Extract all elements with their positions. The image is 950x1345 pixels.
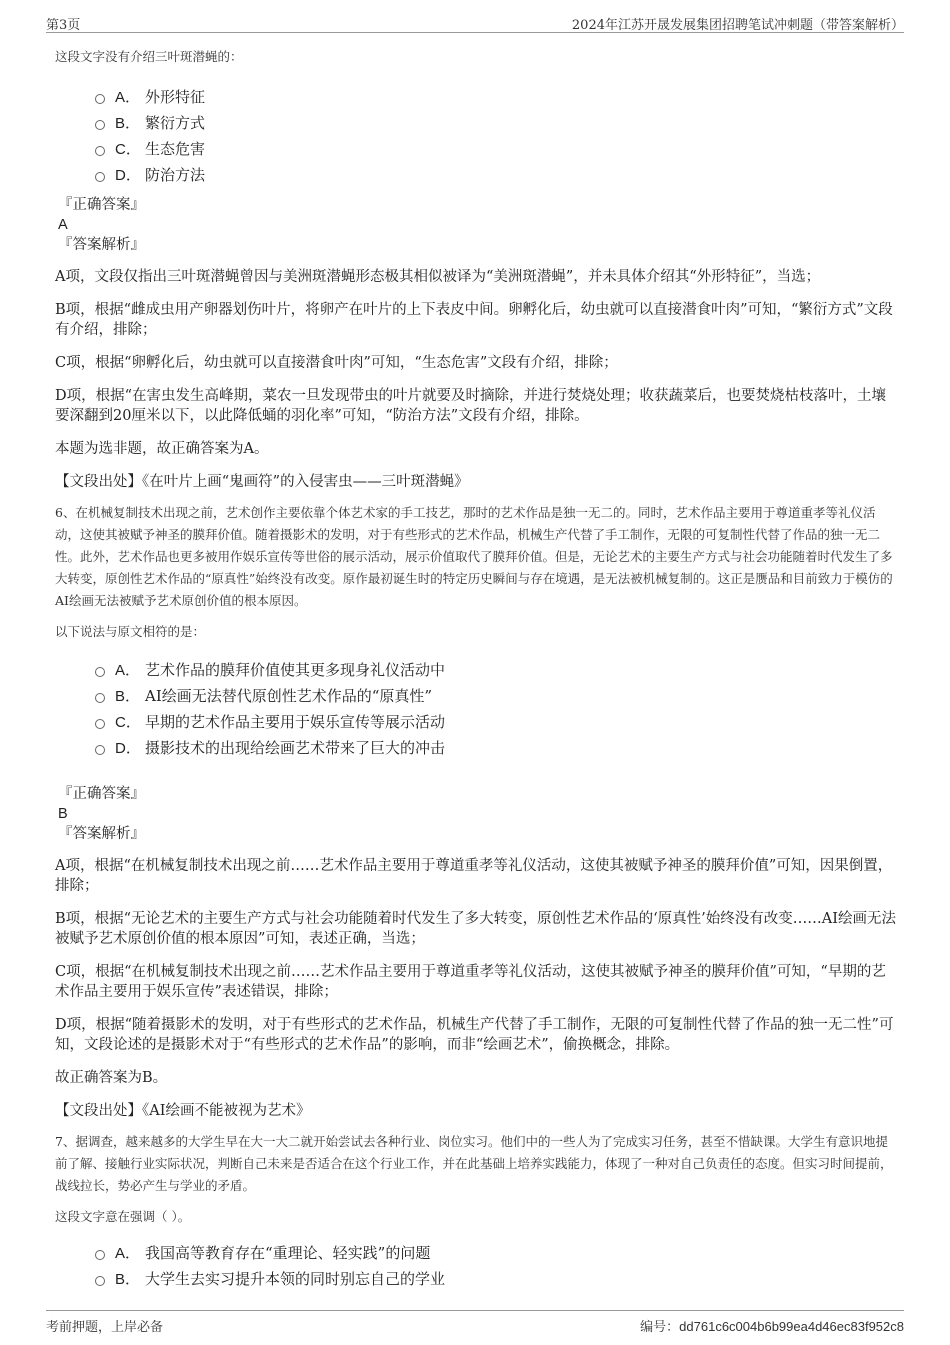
- analysis-paragraph: B项，根据“雌成虫用产卵器划伤叶片，将卵产在叶片的上下表皮中间。卵孵化后，幼虫就可以直接潜食叶肉”可知，“繁衍方式”文段有介绍，排除；: [55, 302, 893, 338]
- radio-button-icon[interactable]: [95, 745, 105, 755]
- q7-options: [95, 1239, 900, 1291]
- q7-prompt: 这段文字意在强调（ ）。: [55, 1209, 191, 1224]
- analysis-paragraph: B项，根据“无论艺术的主要生产方式与社会功能随着时代发生了多大转变，原创性艺术作品的‘原真性’始终没有改变……AI绘画无法被赋予艺术原创价值的根本原因”可知，表述正确，当选；: [55, 911, 896, 947]
- q6-prompt: 以下说法与原文相符的是：: [55, 624, 206, 639]
- radio-button-icon[interactable]: [95, 719, 105, 729]
- q5-option-b[interactable]: B． 繁衍方式: [95, 109, 900, 135]
- page-content: [55, 44, 900, 1291]
- analysis-paragraph: C项，根据“在机械复制技术出现之前……艺术作品主要用于尊道重孝等礼仪活动，这使其被赋予神圣的膜拜价值”可知，“早期的艺术作品主要用于娱乐宣传”表述错误，排除；: [55, 964, 886, 1000]
- analysis-label: 『答案解析』: [58, 237, 145, 253]
- answer-value: B: [58, 806, 68, 822]
- answer-label: 『正确答案』: [58, 197, 145, 213]
- q7-passage: 7、据调查，越来越多的大学生早在大一大二就开始尝试去各种行业、岗位实习。他们中的一些人为了完成实习任务，甚至不惜缺课。大学生有意识地提前了解、接触行业实际状况，判断自己未来是否适合在这个行业工作，并在此基础上培养实践能力，体现了一种对自己负责任的态度。但实习时间提前，战线拉长，势必产生与学业的矛盾。: [55, 1134, 893, 1193]
- page-header: [46, 10, 904, 33]
- radio-button-icon[interactable]: [95, 693, 105, 703]
- q5-option-c[interactable]: C． 生态危害: [95, 135, 900, 161]
- page-footer: [46, 1310, 904, 1335]
- code-label: 编号：: [640, 1320, 680, 1335]
- source-citation: 【文段出处】《AI绘画不能被视为艺术》: [55, 1103, 311, 1119]
- radio-button-icon[interactable]: [95, 172, 105, 182]
- analysis-paragraph: A项，文段仅指出三叶斑潜蝇曾因与美洲斑潜蝇形态极其相似被译为“美洲斑潜蝇”，并未具体介绍其“外形特征”，当选；: [55, 269, 821, 285]
- radio-button-icon[interactable]: [95, 94, 105, 104]
- document-code: [640, 1316, 904, 1335]
- analysis-paragraph: C项，根据“卵孵化后，幼虫就可以直接潜食叶肉”可知，“生态危害”文段有介绍，排除；: [55, 355, 618, 371]
- radio-button-icon[interactable]: [95, 120, 105, 130]
- analysis-label: 『答案解析』: [58, 826, 145, 842]
- q5-options: [95, 83, 900, 187]
- q5-option-a[interactable]: A． 外形特征: [95, 83, 900, 109]
- analysis-paragraph: D项，根据“在害虫发生高峰期，菜农一旦发现带虫的叶片就要及时摘除，并进行焚烧处理；收获蔬菜后，也要焚烧枯枝落叶，土壤要深翻到20厘米以下，以此降低蛹的羽化率”可知，“防治方法”文段有介绍，排除。: [55, 388, 887, 424]
- q5-analysis: [55, 267, 900, 492]
- analysis-paragraph: D项，根据“随着摄影术的发明，对于有些形式的艺术作品，机械生产代替了手工制作，无限的可复制性代替了作品的独一无二性”可知，文段论述的是摄影术对于“有些形式的艺术作品”的影响，而非“绘画艺术”，偷换概念，排除。: [55, 1017, 894, 1053]
- q5-option-d[interactable]: D． 防治方法: [95, 161, 900, 187]
- q6-answer-block: [58, 784, 900, 844]
- q6-passage: 6、在机械复制技术出现之前，艺术创作主要依靠个体艺术家的手工技艺，那时的艺术作品是独一无二的。同时，艺术作品主要用于尊道重孝等礼仪活动，这使其被赋予神圣的膜拜价值。随着摄影术的发明，对于有些形式的艺术作品，机械生产代替了手工制作，无限的可复制性代替了作品的独一无二性。此外，艺术作品也更多被用作娱乐宣传等世俗的展示活动，展示价值取代了膜拜价值。但是，无论艺术的主要生产方式与社会功能随着时代发生了多大转变，原创性艺术作品的“原真性”始终没有改变。原作最初诞生时的特定历史瞬间与存在境遇，是无法被机械复制的。这正是赝品和目前致力于模仿的AI绘画无法被赋予艺术原创价值的根本原因。: [55, 505, 893, 608]
- q5-prompt: 这段文字没有介绍三叶斑潜蝇的：: [55, 49, 243, 64]
- answer-label: 『正确答案』: [58, 786, 145, 802]
- radio-button-icon[interactable]: [95, 1250, 105, 1260]
- q6-option-a[interactable]: A． 艺术作品的膜拜价值使其更多现身礼仪活动中: [95, 656, 900, 682]
- code-value: dd761c6c004b6b99ea4d46ec83f952c8: [679, 1319, 904, 1334]
- radio-button-icon[interactable]: [95, 1276, 105, 1286]
- radio-button-icon[interactable]: [95, 146, 105, 156]
- footer-slogan: 考前押题，上岸必备: [46, 1320, 164, 1335]
- analysis-conclusion: 本题为选非题，故正确答案为A。: [55, 441, 269, 457]
- q6-option-c[interactable]: C． 早期的艺术作品主要用于娱乐宣传等展示活动: [95, 708, 900, 734]
- q6-analysis: [55, 856, 900, 1121]
- q7-option-a[interactable]: A． 我国高等教育存在“重理论、轻实践”的问题: [95, 1239, 900, 1265]
- q6-option-d[interactable]: D． 摄影技术的出现给绘画艺术带来了巨大的冲击: [95, 734, 900, 760]
- q6-options: [95, 656, 900, 760]
- document-title: 2024年江苏开晟发展集团招聘笔试冲刺题（带答案解析）: [571, 18, 904, 33]
- source-citation: 【文段出处】《在叶片上画“鬼画符”的入侵害虫——三叶斑潜蝇》: [55, 474, 469, 490]
- radio-button-icon[interactable]: [95, 667, 105, 677]
- analysis-conclusion: 故正确答案为B。: [55, 1070, 168, 1086]
- q5-answer-block: [58, 195, 900, 255]
- analysis-paragraph: A项，根据“在机械复制技术出现之前……艺术作品主要用于尊道重孝等礼仪活动，这使其被赋予神圣的膜拜价值”可知，因果倒置，排除；: [55, 858, 893, 894]
- q6-option-b[interactable]: B． AI绘画无法替代原创性艺术作品的“原真性”: [95, 682, 900, 708]
- page-number: 第3页: [46, 18, 81, 33]
- answer-value: A: [58, 217, 68, 233]
- q7-option-b[interactable]: B． 大学生去实习提升本领的同时别忘自己的学业: [95, 1265, 900, 1291]
